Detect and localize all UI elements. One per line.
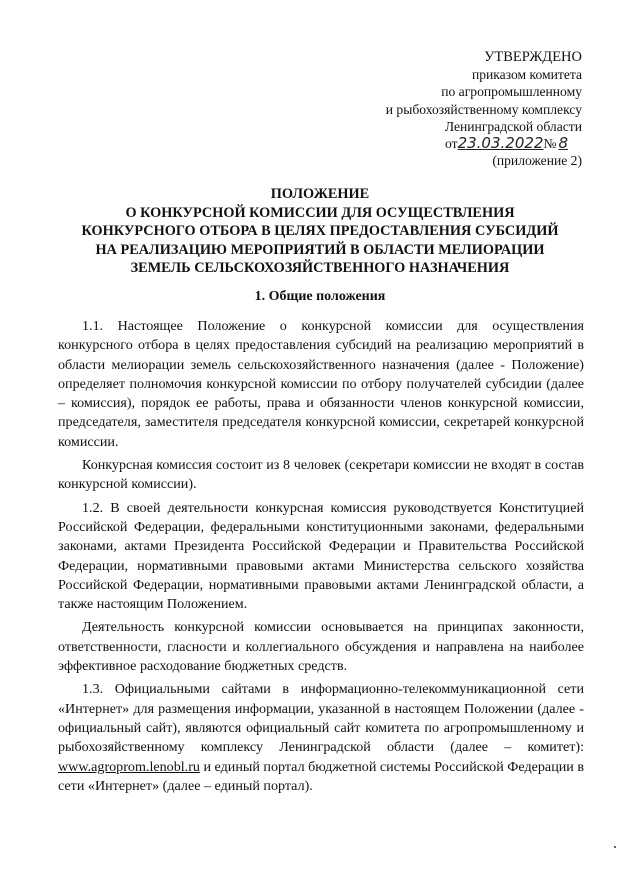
handwritten-number: 8 — [558, 134, 568, 153]
paragraph-principles: Деятельность конкурсной комиссии основывается на принципах законности, ответственности, гласности и коллегиального обсуждения и направлена на наиболее эффективное расходование бюджетных средств. — [58, 619, 584, 675]
approval-date-line — [300, 135, 582, 152]
paragraph-1-1: 1.1. Настоящее Положение о конкурсной комиссии для осуществления конкурсного отбора в целях предоставления субсидий на реализацию мероприятий в области мелиорации земель сельскохозяйственного назначения (далее - Положение) определяет полномочия конкурсной комиссии по отбору получателей субсидии (далее – комиссия), порядок ее работы, права и обязанности членов конкурсной комиссии, председателя, заместителя председателя конкурсной комиссии, секретарей конкурсной комиссии. — [58, 318, 584, 450]
paragraph-composition: Конкурсная комиссия состоит из 8 человек (секретари комиссии не входят в состав конкурсной комиссии). — [58, 457, 584, 493]
page-mark-dot — [614, 846, 616, 848]
document-title — [60, 185, 580, 278]
approval-block — [300, 49, 582, 169]
approval-region-line: Ленинградской области — [444, 118, 582, 134]
approval-committee-line: по агропромышленному — [441, 84, 582, 100]
approval-order-line: приказом комитета — [471, 67, 582, 83]
handwritten-date: 23.03.2022 — [457, 134, 544, 153]
approval-heading: УТВЕРЖДЕНО — [484, 49, 582, 65]
title-line-4: НА РЕАЛИЗАЦИЮ МЕРОПРИЯТИЙ В ОБЛАСТИ МЕЛИОРАЦИИ — [95, 241, 545, 258]
number-prefix: № — [543, 136, 557, 152]
title-line-1: ПОЛОЖЕНИЕ — [270, 186, 370, 202]
appendix-label: (приложение 2) — [492, 153, 582, 169]
agroprom-website-link[interactable]: www.agroprom.lenobl.ru — [58, 758, 200, 775]
paragraph-1-3-text-b: и единый портал бюджетной системы Российской Федерации в сети «Интернет» (далее – единый портал). — [58, 758, 584, 794]
approval-complex-line: и рыбохозяйственному комплексу — [385, 101, 582, 117]
section-heading: 1. Общие положения — [254, 289, 386, 304]
title-line-2: О КОНКУРСНОЙ КОМИССИИ ДЛЯ ОСУЩЕСТВЛЕНИЯ — [125, 204, 515, 221]
paragraph-1-2: 1.2. В своей деятельности конкурсная комиссия руководствуется Конституцией Российской Федерации, федеральными конституционными законами, федеральными законами, актами Президента Российской Федерации и Правительства Российской Федерации, нормативными правовыми актами Министерства сельского хозяйства Российской Федерации, нормативными правовыми актами Ленинградской области, а также настоящим Положением. — [58, 499, 584, 613]
title-line-3: КОНКУРСНОГО ОТБОРА В ЦЕЛЯХ ПРЕДОСТАВЛЕНИЯ СУБСИДИЙ — [81, 223, 559, 239]
title-line-5: ЗЕМЕЛЬ СЕЛЬСКОХОЗЯЙСТВЕННОГО НАЗНАЧЕНИЯ — [130, 260, 510, 276]
paragraph-1-3 — [58, 680, 584, 796]
paragraph-1-3-text-a: 1.3. Официальными сайтами в информационно-телекоммуникационной сети «Интернет» для размещения информации, указанной в настоящем Положении (далее - официальный сайт), являются официальный сайт комитета по агропромышленному и рыбохозяйственному комплексу Ленинградской области (далее – комитет): — [58, 681, 584, 756]
section-body — [58, 317, 584, 800]
date-prefix: от — [445, 136, 458, 152]
